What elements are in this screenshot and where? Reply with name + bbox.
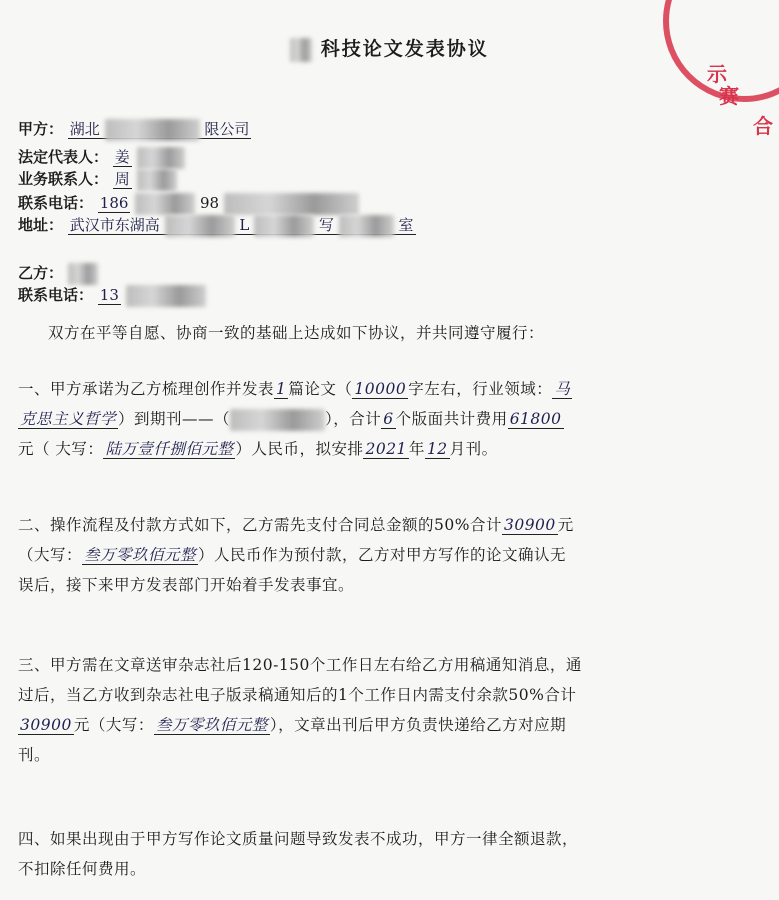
party-b-phone-label: 联系电话： (18, 286, 94, 304)
month: 12 (426, 440, 448, 458)
address-row (18, 214, 416, 237)
word-count: 10000 (354, 380, 407, 398)
clause-2-line-3: 误后，接下来甲方发表部门开始着手发表事宜。 (18, 576, 355, 594)
text: 元（大写： (73, 716, 154, 734)
redaction (290, 38, 312, 62)
intro-paragraph (48, 318, 768, 348)
redaction (230, 409, 325, 431)
clause-3 (18, 650, 738, 770)
document-title (0, 34, 779, 62)
phone-label: 联系电话： (18, 194, 94, 212)
party-b-label: 乙方： (18, 264, 64, 282)
page-count: 6 (383, 410, 394, 428)
clause-4-line-1: 四、如果出现由于甲方写作论文质量问题导致发表不成功，甲方一律全额退款， (18, 830, 579, 848)
party-b-row (18, 262, 98, 285)
address-label: 地址： (18, 216, 64, 234)
text: 字左右，行业领域： (408, 380, 553, 398)
article-count: 1 (276, 380, 287, 398)
party-a-row (18, 118, 251, 141)
total-fee: 61800 (509, 410, 562, 428)
seal-char: 赛 (719, 84, 739, 108)
legal-rep-value: 姜 (114, 148, 130, 166)
redaction (339, 215, 394, 237)
clause-1-line-2 (18, 404, 738, 434)
field-value: 克思主义哲学 (20, 410, 117, 428)
clause-2 (18, 510, 738, 600)
text: （大写： (18, 546, 83, 564)
redaction (68, 263, 98, 285)
redaction (126, 285, 206, 307)
party-a-phone-row (18, 192, 359, 215)
text: ）人民币，拟安排 (235, 440, 364, 458)
seal-char: 合 (753, 114, 773, 138)
redaction (254, 215, 314, 237)
balance-in-words: 叁万零玖佰元整 (155, 716, 268, 734)
redaction (135, 193, 195, 215)
clause-2-line-1 (18, 510, 738, 540)
field-value: 马 (554, 380, 571, 398)
prepayment-in-words: 叁万零玖佰元整 (84, 546, 197, 564)
party-b-phone-value: 13 (99, 286, 119, 304)
contact-value: 周 (114, 170, 130, 188)
redaction (105, 119, 200, 141)
clause-3-line-2: 过后，当乙方收到杂志社电子版录稿通知后的1个工作日内需支付余款50%合计 (18, 686, 577, 704)
party-a-label: 甲方： (18, 120, 64, 138)
text: 篇论文（ (288, 380, 353, 398)
clause-3-line-1: 三、甲方需在文章送审杂志社后120-150个工作日左右给乙方用稿通知消息，通 (18, 656, 582, 674)
text: 月刊。 (449, 440, 498, 458)
redaction (224, 193, 359, 215)
phone-mid: 98 (200, 194, 220, 212)
legal-rep-label: 法定代表人： (18, 148, 109, 166)
phone-value: 186 (99, 194, 129, 212)
text: ），合计 (325, 410, 382, 428)
clause-4-line-2: 不扣除任何费用。 (18, 860, 147, 878)
redaction (165, 215, 235, 237)
party-a-name-prefix: 湖北 (69, 120, 100, 138)
text: 元 (557, 516, 574, 534)
party-a-name-suffix: 限公司 (204, 120, 250, 138)
intro-text: 双方在平等自愿、协商一致的基础上达成如下协议，并共同遵守履行： (48, 324, 545, 342)
text: 一、甲方承诺为乙方梳理创作并发表 (18, 380, 275, 398)
clause-2-line-2 (18, 540, 738, 570)
clause-3-line-3 (18, 710, 738, 740)
legal-rep-row (18, 146, 185, 169)
text: ）人民币作为预付款，乙方对甲方写作的论文确认无 (198, 546, 567, 564)
text: 个版面共计费用 (395, 410, 508, 428)
address-value (68, 216, 416, 235)
clause-1 (18, 374, 738, 464)
party-b-phone-row (18, 284, 206, 307)
text: ），文章出刊后甲方负责快递给乙方对应期 (269, 716, 567, 734)
address-prefix: 武汉市东湖高 (69, 216, 160, 234)
redaction (137, 147, 185, 169)
text: 二、操作流程及付款方式如下，乙方需先支付合同总金额的50%合计 (18, 516, 502, 534)
address-mid1: L (239, 216, 250, 234)
clause-4 (18, 824, 738, 884)
fee-in-words: 陆万壹仟捌佰元整 (105, 440, 234, 458)
seal-char: 示 (707, 62, 727, 86)
clause-1-line-1 (18, 374, 738, 404)
prepayment-amount: 30900 (503, 516, 556, 534)
redaction (137, 169, 177, 191)
contact-label: 业务联系人： (18, 170, 109, 188)
address-suffix: 室 (398, 216, 414, 234)
contact-row (18, 168, 177, 191)
text: 年 (408, 440, 425, 458)
clause-3-line-4: 刊。 (18, 746, 51, 764)
text: ）到期刊——（ (118, 410, 231, 428)
title-text: 科技论文发表协议 (320, 38, 489, 60)
year: 2021 (365, 440, 407, 458)
party-a-name (68, 120, 252, 139)
balance-amount: 30900 (20, 716, 72, 734)
address-mid2: 写 (318, 216, 334, 234)
text: 元（ 大写： (18, 440, 104, 458)
clause-1-line-3 (18, 434, 738, 464)
